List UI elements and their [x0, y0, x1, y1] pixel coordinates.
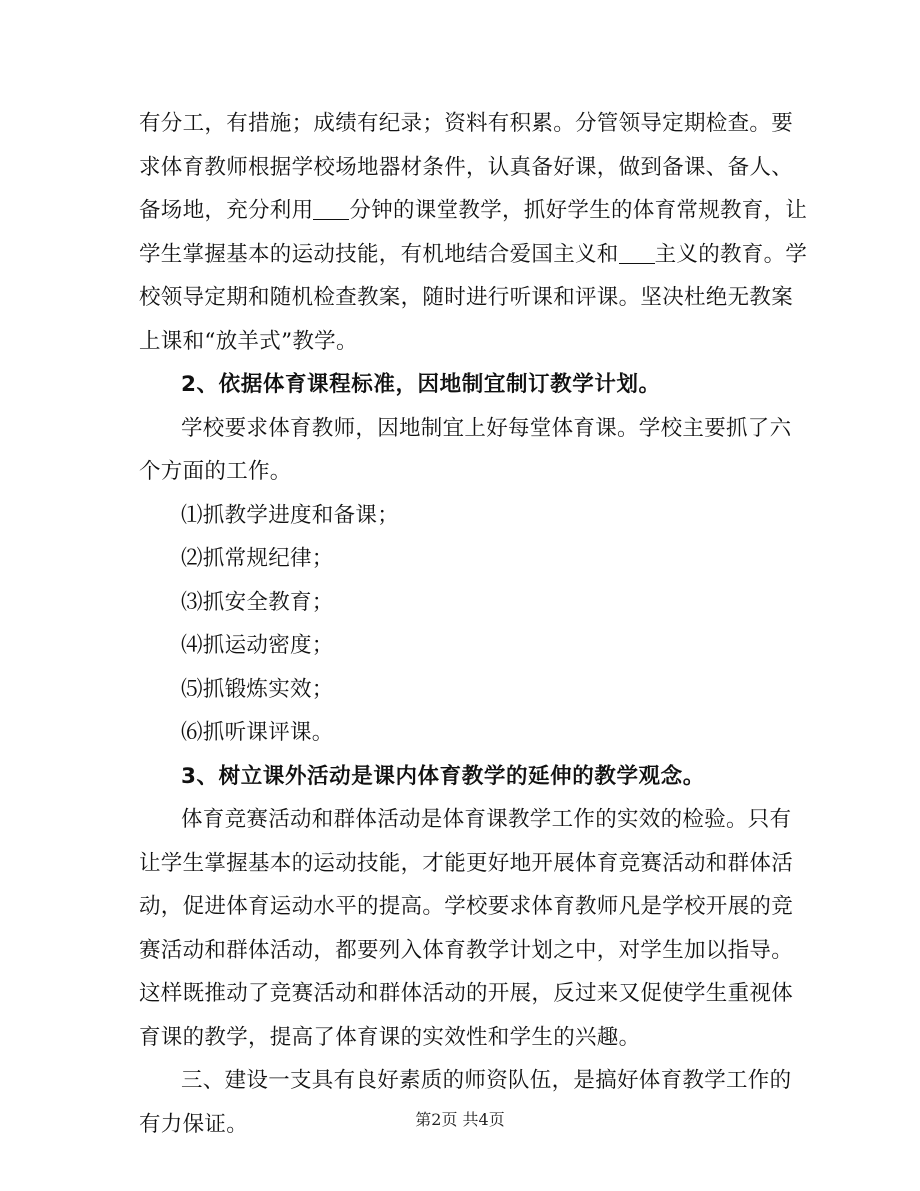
p3-line-3: 动，促进体育运动水平的提高。学校要求体育教师凡是学校开展的竞 [139, 894, 794, 919]
p2-line-2: 个方面的工作。 [139, 459, 292, 484]
p1-line-3-a: 备场地，充分利用 [139, 198, 314, 223]
p4-line-2: 有力保证。 [139, 1111, 249, 1137]
list-item: ⑵抓常规纪律； [181, 546, 334, 571]
list-item: ⑷抓运动密度； [181, 633, 334, 658]
p1-line-4-a: 学生掌握基本的运动技能，有机地结合爱国主义和 [139, 241, 619, 267]
fill-blank [619, 243, 655, 264]
p1-line-2: 求体育教师根据学校场地器材条件，认真备好课，做到备课、备人、 [139, 154, 794, 180]
list-item: ⑸抓锻炼实效； [181, 676, 334, 702]
p1-line-4 [139, 240, 807, 270]
list-item: ⑹抓听课评课。 [181, 720, 334, 745]
p3-line-2: 让学生掌握基本的运动技能，才能更好地开展体育竞赛活动和群体活 [139, 850, 794, 876]
section-heading-2: 2、依据体育课程标准，因地制宜制订教学计划。 [181, 372, 661, 397]
p1-line-3 [139, 196, 807, 226]
page-number-footer: 第2页 共4页 [415, 1110, 505, 1129]
section-heading-3: 3、树立课外活动是课内体育教学的延伸的教学观念。 [181, 763, 705, 789]
p1-line-1: 有分工，有措施；成绩有纪录；资料有积累。分管领导定期检查。要 [139, 111, 794, 136]
fill-blank [313, 199, 349, 220]
p1-line-3-b: 分钟的课堂教学，抓好学生的体育常规教育，让 [349, 198, 808, 223]
p3-line-6: 育课的教学，提高了体育课的实效性和学生的兴趣。 [139, 1024, 641, 1050]
p2-line-1: 学校要求体育教师，因地制宜上好每堂体育课。学校主要抓了六 [181, 415, 792, 441]
p1-line-5: 校领导定期和随机检查教案，随时进行听课和评课。坚决杜绝无教案 [139, 285, 794, 310]
list-item: ⑶抓安全教育； [181, 589, 334, 615]
p1-line-6: 上课和“放羊式”教学。 [139, 328, 358, 354]
p3-line-1: 体育竞赛活动和群体活动是体育课教学工作的实效的检验。只有 [181, 807, 792, 832]
p1-line-4-b: 主义的教育。学 [654, 241, 808, 267]
p4-line-1: 三、建设一支具有良好素质的师资队伍，是搞好体育教学工作的 [181, 1068, 792, 1093]
p3-line-4: 赛活动和群体活动，都要列入体育教学计划之中，对学生加以指导。 [139, 937, 794, 963]
p3-line-5: 这样既推动了竞赛活动和群体活动的开展，反过来又促使学生重视体 [139, 981, 794, 1006]
list-item: ⑴抓教学进度和备课； [181, 502, 400, 528]
